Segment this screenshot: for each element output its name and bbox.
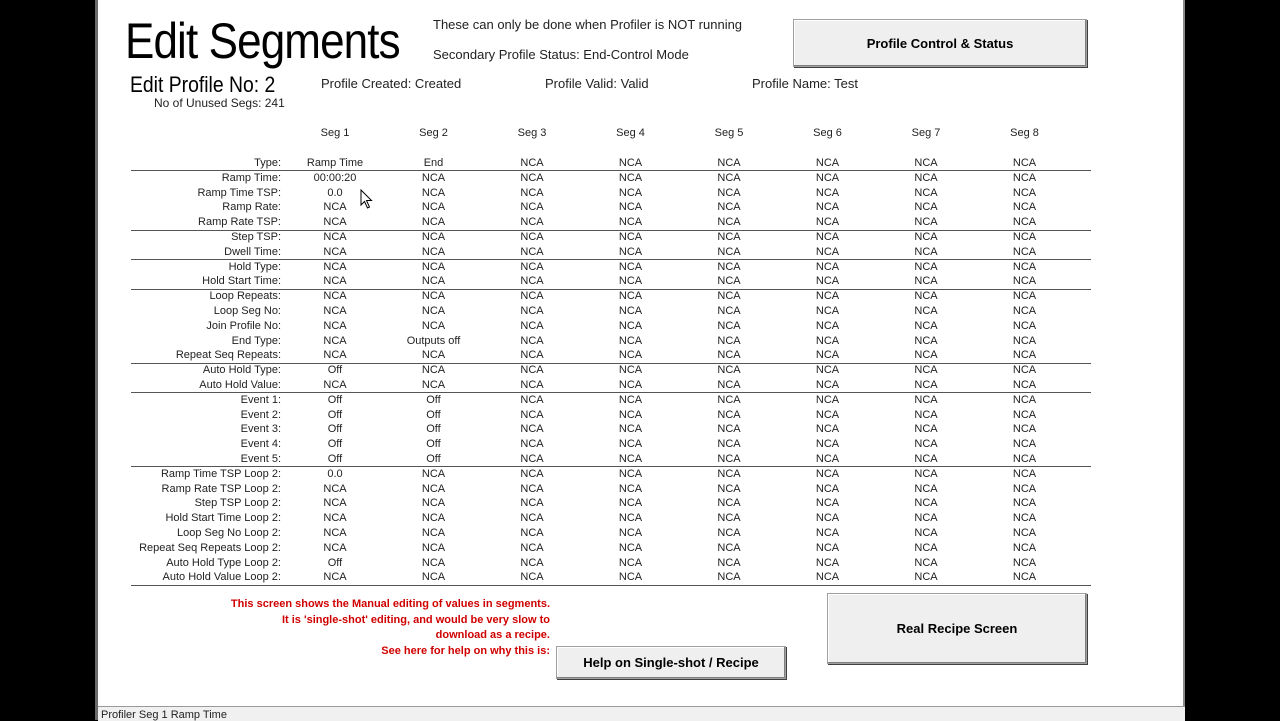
segment-value-cell[interactable]: NCA [421, 186, 446, 199]
segment-value-cell[interactable]: NCA [1012, 379, 1037, 391]
segment-value-cell[interactable]: NCA [717, 334, 741, 347]
row-label: Event 5: [240, 453, 281, 465]
segment-value-cell[interactable]: NCA [520, 364, 544, 377]
segment-value-cell[interactable]: NCA [815, 260, 840, 273]
segment-value-cell[interactable]: NCA [323, 571, 347, 584]
segment-value-cell[interactable]: NCA [618, 290, 643, 303]
help-note-line: See here for help on why this is: [381, 644, 550, 657]
segment-value-cell[interactable]: NCA [914, 393, 938, 406]
segment-value-cell[interactable]: NCA [520, 290, 544, 303]
segment-value-cell[interactable]: NCA [1012, 408, 1037, 421]
segment-value-cell[interactable]: NCA [618, 438, 643, 451]
row-label: Repeat Seq Repeats Loop 2: [139, 541, 281, 554]
segment-value-cell[interactable]: NCA [717, 571, 741, 584]
segment-value-cell[interactable]: NCA [1012, 186, 1037, 199]
row-label: Type: [254, 157, 281, 169]
segment-value-cell[interactable]: Outputs off [406, 334, 461, 347]
segment-value-cell[interactable]: 0.0 [327, 467, 343, 480]
row-label: Loop Seg No: [213, 305, 281, 317]
segment-value-cell[interactable]: NCA [1012, 393, 1037, 406]
segment-value-cell[interactable]: NCA [914, 275, 938, 288]
segment-value-cell[interactable]: NCA [717, 423, 741, 436]
segment-value-cell[interactable]: NCA [520, 319, 544, 332]
segment-value-cell[interactable]: NCA [520, 157, 544, 169]
help-note-line: This screen shows the Manual editing of values in segments. [230, 598, 550, 610]
segment-value-cell[interactable]: NCA [914, 379, 938, 391]
segment-value-cell[interactable]: NCA [717, 245, 741, 258]
segment-value-cell[interactable]: NCA [914, 260, 938, 273]
row-label: Hold Start Time: [202, 275, 281, 288]
segment-value-cell[interactable]: NCA [618, 453, 643, 465]
secondary-profile-status: Secondary Profile Status: End-Control Mode [433, 47, 689, 62]
segment-value-cell[interactable]: NCA [717, 408, 741, 421]
segment-value-cell[interactable]: NCA [618, 231, 643, 243]
segment-value-cell[interactable]: NCA [914, 319, 938, 332]
row-label: Dwell Time: [224, 245, 281, 258]
segment-value-cell[interactable]: NCA [520, 393, 544, 406]
segment-value-cell[interactable]: NCA [815, 379, 840, 391]
segment-value-cell[interactable]: NCA [421, 541, 446, 554]
row-label: Ramp Rate TSP: [198, 216, 281, 229]
segment-value-cell[interactable]: NCA [618, 186, 643, 199]
segment-value-cell[interactable]: NCA [914, 467, 938, 480]
segment-value-cell[interactable]: NCA [815, 556, 840, 569]
segment-value-cell[interactable]: NCA [618, 423, 643, 436]
segment-value-cell[interactable]: NCA [323, 216, 347, 229]
segment-value-cell[interactable]: NCA [520, 349, 544, 362]
segment-value-cell[interactable]: NCA [717, 512, 741, 525]
segment-value-cell[interactable]: NCA [914, 497, 938, 510]
segment-value-cell[interactable]: NCA [421, 231, 446, 243]
group-separator [131, 363, 1091, 364]
segment-value-cell[interactable]: NCA [717, 290, 741, 303]
row-label: Ramp Time: [221, 171, 281, 184]
segment-value-cell[interactable]: NCA [323, 305, 347, 317]
segment-value-cell[interactable]: NCA [717, 527, 741, 539]
segment-value-cell[interactable]: NCA [323, 349, 347, 362]
segment-value-cell[interactable]: NCA [618, 171, 643, 184]
segment-value-cell[interactable]: NCA [717, 305, 741, 317]
segment-value-cell[interactable]: NCA [520, 334, 544, 347]
segment-value-cell[interactable]: NCA [815, 364, 840, 377]
group-separator [131, 585, 1091, 586]
status-bar-text: Profiler Seg 1 Ramp Time [101, 709, 227, 721]
segment-value-cell[interactable]: Off [426, 453, 441, 465]
segment-value-cell[interactable]: NCA [1012, 216, 1037, 229]
help-note-line: download as a recipe. [435, 629, 550, 641]
profile-created-status: Profile Created: Created [321, 76, 462, 91]
profile-name: Profile Name: Test [752, 76, 858, 91]
segment-value-cell[interactable]: NCA [717, 275, 741, 288]
segment-value-cell[interactable]: NCA [520, 423, 544, 436]
segment-value-cell[interactable]: NCA [421, 245, 446, 258]
segment-value-cell[interactable]: Off [426, 393, 441, 406]
segment-value-cell[interactable]: NCA [1012, 319, 1037, 332]
segment-value-cell[interactable]: NCA [520, 305, 544, 317]
segment-value-cell[interactable]: NCA [717, 393, 741, 406]
segment-value-cell[interactable]: NCA [618, 216, 643, 229]
not-running-notice: These can only be done when Profiler is NOT running [433, 17, 743, 32]
segment-value-cell[interactable]: NCA [618, 408, 643, 421]
segment-value-cell[interactable]: NCA [914, 527, 938, 539]
segment-value-cell[interactable]: NCA [914, 290, 938, 303]
segment-value-cell[interactable]: NCA [1012, 453, 1037, 465]
segment-value-cell[interactable]: NCA [815, 231, 840, 243]
row-label: End Type: [231, 334, 281, 347]
segment-value-cell[interactable]: NCA [1012, 527, 1037, 539]
segment-value-cell[interactable]: NCA [815, 571, 840, 584]
segment-value-cell[interactable]: NCA [914, 216, 938, 229]
column-header-seg-5: Seg 5 [714, 127, 744, 139]
segment-value-cell[interactable]: NCA [323, 512, 347, 525]
segment-value-cell[interactable]: NCA [520, 231, 544, 243]
segment-value-cell[interactable]: NCA [815, 305, 840, 317]
segment-value-cell[interactable]: Off [327, 393, 343, 406]
segment-value-cell[interactable]: Off [327, 423, 343, 436]
segment-value-cell[interactable]: NCA [421, 349, 446, 362]
segment-value-cell[interactable]: NCA [520, 497, 544, 510]
row-label: Ramp Rate TSP Loop 2: [161, 482, 281, 495]
segment-value-cell[interactable]: NCA [618, 497, 643, 510]
segment-value-cell[interactable]: NCA [815, 467, 840, 480]
segment-value-cell[interactable]: NCA [914, 438, 938, 451]
row-label: Event 3: [240, 423, 281, 436]
status-bar [98, 706, 1185, 721]
segment-value-cell[interactable]: NCA [618, 527, 643, 539]
segment-value-cell[interactable]: NCA [815, 512, 840, 525]
segment-value-cell[interactable]: NCA [914, 541, 938, 554]
segment-value-cell[interactable]: NCA [914, 305, 938, 317]
segment-value-cell[interactable]: NCA [618, 157, 643, 169]
segment-value-cell[interactable]: NCA [914, 364, 938, 377]
segment-value-cell[interactable]: NCA [323, 260, 347, 273]
row-label: Ramp Rate: [222, 201, 281, 214]
column-header-seg-7: Seg 7 [911, 127, 941, 139]
segment-value-cell[interactable]: NCA [1012, 497, 1037, 510]
segment-value-cell[interactable]: NCA [618, 305, 643, 317]
segment-value-cell[interactable]: NCA [421, 512, 446, 525]
segment-value-cell[interactable]: NCA [815, 171, 840, 184]
help-note [228, 597, 550, 661]
segment-value-cell[interactable]: NCA [323, 201, 347, 214]
segment-value-cell[interactable]: NCA [618, 275, 643, 288]
segment-value-cell[interactable]: NCA [323, 482, 347, 495]
segment-value-cell[interactable]: NCA [914, 571, 938, 584]
row-label: Event 2: [240, 408, 281, 421]
segment-value-cell[interactable]: NCA [717, 364, 741, 377]
row-label: Ramp Time TSP Loop 2: [160, 467, 281, 480]
segment-value-cell[interactable]: NCA [520, 171, 544, 184]
group-separator [131, 466, 1091, 467]
segment-value-cell[interactable]: NCA [1012, 157, 1037, 169]
segment-value-cell[interactable]: NCA [520, 275, 544, 288]
segment-value-cell[interactable]: NCA [815, 201, 840, 214]
segment-value-cell[interactable]: NCA [618, 393, 643, 406]
edit-profile-number: Edit Profile No: 2 [130, 72, 276, 97]
segment-value-cell[interactable]: NCA [815, 349, 840, 362]
segment-value-cell[interactable]: NCA [1012, 482, 1037, 495]
segment-value-cell[interactable]: NCA [717, 157, 741, 169]
segment-value-cell[interactable]: NCA [618, 201, 643, 214]
segment-value-cell[interactable]: NCA [520, 512, 544, 525]
row-label: Event 4: [240, 438, 281, 451]
column-header-seg-6: Seg 6 [813, 127, 842, 139]
segment-value-cell[interactable]: NCA [421, 571, 446, 584]
row-label: Hold Start Time Loop 2: [165, 512, 281, 525]
row-label: Auto Hold Value: [199, 379, 281, 391]
group-separator [131, 230, 1091, 231]
segment-value-cell[interactable]: NCA [520, 467, 544, 480]
segment-value-cell[interactable]: NCA [1012, 290, 1037, 303]
row-label: Step TSP Loop 2: [194, 497, 281, 510]
segment-value-cell[interactable]: NCA [520, 408, 544, 421]
segment-value-cell[interactable]: NCA [1012, 364, 1037, 377]
segment-value-cell[interactable]: Off [327, 438, 343, 451]
segment-value-cell[interactable]: NCA [815, 527, 840, 539]
segment-value-cell[interactable]: NCA [914, 556, 938, 569]
segment-value-cell[interactable]: NCA [1012, 334, 1037, 347]
segment-value-cell[interactable]: NCA [421, 216, 446, 229]
group-separator [131, 392, 1091, 393]
segment-value-cell[interactable]: NCA [520, 438, 544, 451]
segment-value-cell[interactable]: NCA [717, 171, 741, 184]
segment-value-cell[interactable]: NCA [1012, 512, 1037, 525]
segment-value-cell[interactable]: NCA [914, 349, 938, 362]
segment-value-cell[interactable]: Off [327, 556, 343, 569]
segment-value-cell[interactable]: NCA [815, 245, 840, 258]
segment-value-cell[interactable]: NCA [520, 201, 544, 214]
column-header-seg-1: Seg 1 [320, 127, 350, 139]
help-note-line: It is 'single-shot' editing, and would be very slow to [281, 613, 550, 626]
segment-value-cell[interactable]: NCA [815, 290, 840, 303]
row-label: Step TSP: [231, 231, 281, 243]
segment-value-cell[interactable]: NCA [717, 319, 741, 332]
segment-value-cell[interactable]: NCA [323, 275, 347, 288]
segment-value-cell[interactable]: NCA [815, 275, 840, 288]
group-separator [131, 170, 1091, 171]
segment-value-cell[interactable]: NCA [421, 556, 446, 569]
segment-value-cell[interactable]: NCA [618, 467, 643, 480]
segment-value-cell[interactable]: NCA [618, 571, 643, 584]
column-header-seg-3: Seg 3 [517, 127, 547, 139]
column-header-seg-4: Seg 4 [616, 127, 645, 139]
segment-value-cell[interactable]: NCA [914, 423, 938, 436]
segment-value-cell[interactable]: NCA [717, 186, 741, 199]
segment-value-cell[interactable]: NCA [914, 408, 938, 421]
segment-value-cell[interactable]: NCA [421, 290, 446, 303]
row-label: Join Profile No: [206, 319, 281, 332]
segment-value-cell[interactable]: NCA [815, 408, 840, 421]
segment-value-cell[interactable]: NCA [421, 201, 446, 214]
segment-value-cell[interactable]: NCA [618, 260, 643, 273]
segment-value-cell[interactable]: NCA [914, 245, 938, 258]
segment-value-cell[interactable]: NCA [1012, 260, 1037, 273]
segment-value-cell[interactable]: NCA [815, 541, 840, 554]
segment-value-cell[interactable]: NCA [323, 290, 347, 303]
segment-value-cell[interactable]: NCA [1012, 556, 1037, 569]
segment-value-cell[interactable]: NCA [914, 201, 938, 214]
segment-value-cell[interactable]: NCA [1012, 349, 1037, 362]
page-title: Edit Segments [125, 13, 400, 69]
segment-value-cell[interactable]: NCA [815, 186, 840, 199]
segment-value-cell[interactable]: NCA [1012, 541, 1037, 554]
row-label: Auto Hold Type: [202, 364, 281, 377]
segment-value-cell[interactable]: NCA [815, 482, 840, 495]
segment-value-cell[interactable]: NCA [815, 393, 840, 406]
segment-value-cell[interactable]: NCA [421, 527, 446, 539]
segment-value-cell[interactable]: NCA [815, 497, 840, 510]
segment-value-cell[interactable]: NCA [1012, 245, 1037, 258]
segment-value-cell[interactable]: NCA [323, 497, 347, 510]
column-header-seg-2: Seg 2 [419, 127, 448, 139]
segment-value-cell[interactable]: NCA [815, 453, 840, 465]
row-label: Event 1: [240, 393, 281, 406]
segment-value-cell[interactable]: NCA [520, 260, 544, 273]
segment-value-cell[interactable]: NCA [815, 334, 840, 347]
segment-value-cell[interactable]: NCA [914, 512, 938, 525]
segment-value-cell[interactable]: NCA [421, 482, 446, 495]
segment-value-cell[interactable]: NCA [717, 260, 741, 273]
segment-value-cell[interactable]: Ramp Time [306, 157, 364, 169]
segment-value-cell[interactable]: Off [327, 408, 343, 421]
segment-value-cell[interactable]: End [423, 157, 444, 169]
segment-value-cell[interactable]: NCA [618, 512, 643, 525]
segment-value-cell[interactable]: NCA [914, 171, 938, 184]
segment-value-cell[interactable]: NCA [520, 379, 544, 391]
segment-value-cell[interactable]: NCA [323, 245, 347, 258]
row-label: Loop Seg No Loop 2: [177, 527, 281, 539]
segment-value-cell[interactable]: NCA [815, 438, 840, 451]
segment-value-cell[interactable]: Off [426, 423, 441, 436]
edit-segments-screen [95, 0, 1185, 720]
segment-value-cell[interactable]: NCA [421, 467, 446, 480]
segment-value-cell[interactable]: NCA [717, 497, 741, 510]
segment-value-cell[interactable]: NCA [1012, 467, 1037, 480]
segment-value-cell[interactable]: NCA [914, 334, 938, 347]
segment-value-cell[interactable]: NCA [421, 379, 446, 391]
segment-value-cell[interactable]: NCA [421, 275, 446, 288]
group-separator [131, 259, 1091, 260]
row-label: Repeat Seq Repeats: [175, 349, 281, 362]
segment-value-cell[interactable]: NCA [520, 556, 544, 569]
segment-value-cell[interactable]: NCA [520, 571, 544, 584]
segment-value-cell[interactable]: NCA [914, 453, 938, 465]
segment-value-cell[interactable]: Off [327, 453, 343, 465]
segment-value-cell[interactable]: NCA [618, 541, 643, 554]
segment-value-cell[interactable]: NCA [717, 467, 741, 480]
segment-value-cell[interactable]: NCA [717, 201, 741, 214]
segment-value-cell[interactable]: NCA [618, 379, 643, 391]
segment-value-cell[interactable]: NCA [717, 482, 741, 495]
row-label: Auto Hold Type Loop 2: [166, 556, 281, 569]
segment-value-cell[interactable]: NCA [421, 319, 446, 332]
segment-value-cell[interactable]: NCA [421, 497, 446, 510]
segment-value-cell[interactable]: NCA [421, 260, 446, 273]
segment-value-cell[interactable]: NCA [717, 541, 741, 554]
segment-value-cell[interactable]: NCA [618, 349, 643, 362]
row-label: Loop Repeats: [209, 290, 281, 303]
segment-value-cell[interactable]: NCA [618, 319, 643, 332]
segment-value-cell[interactable]: NCA [323, 231, 347, 243]
mouse-cursor-icon [360, 189, 374, 209]
segment-value-cell[interactable]: NCA [618, 364, 643, 377]
segment-value-cell[interactable]: NCA [421, 171, 446, 184]
segment-value-cell[interactable]: NCA [815, 157, 840, 169]
segment-value-cell[interactable]: NCA [520, 527, 544, 539]
segment-value-cell[interactable]: NCA [520, 186, 544, 199]
segment-value-cell[interactable]: NCA [1012, 438, 1037, 451]
segment-value-cell[interactable]: NCA [717, 556, 741, 569]
segment-value-cell[interactable]: NCA [323, 541, 347, 554]
segment-value-cell[interactable]: NCA [717, 231, 741, 243]
segment-value-cell[interactable]: NCA [815, 216, 840, 229]
segment-value-cell[interactable]: NCA [618, 482, 643, 495]
segment-value-cell[interactable]: NCA [520, 453, 544, 465]
segment-value-cell[interactable]: NCA [323, 334, 347, 347]
segment-value-cell[interactable]: NCA [914, 157, 938, 169]
segment-value-cell[interactable]: NCA [717, 216, 741, 229]
segment-value-cell[interactable]: NCA [520, 216, 544, 229]
segment-value-cell[interactable]: NCA [914, 482, 938, 495]
segment-value-cell[interactable]: Off [426, 438, 441, 451]
row-label: Auto Hold Value Loop 2: [162, 571, 281, 584]
segment-value-cell[interactable]: NCA [717, 453, 741, 465]
segment-value-cell[interactable]: NCA [717, 438, 741, 451]
segment-value-cell[interactable]: NCA [520, 541, 544, 554]
help-single-shot-recipe-button[interactable]: Help on Single-shot / Recipe [556, 646, 786, 679]
segment-value-cell[interactable]: NCA [717, 349, 741, 362]
segment-value-cell[interactable]: NCA [1012, 423, 1037, 436]
segment-value-cell[interactable]: NCA [1012, 275, 1037, 288]
segment-value-cell[interactable]: 0.0 [327, 186, 343, 199]
segment-value-cell[interactable]: NCA [421, 364, 446, 377]
segment-value-cell[interactable]: NCA [815, 319, 840, 332]
segment-value-cell[interactable]: NCA [520, 482, 544, 495]
segment-value-cell[interactable]: NCA [1012, 571, 1037, 584]
column-header-seg-8: Seg 8 [1010, 127, 1039, 139]
segment-value-cell[interactable]: NCA [914, 186, 938, 199]
profile-valid-status: Profile Valid: Valid [545, 76, 649, 91]
group-separator [131, 289, 1091, 290]
segment-value-cell[interactable]: NCA [1012, 231, 1037, 243]
segment-value-cell[interactable]: NCA [1012, 201, 1037, 214]
segment-value-cell[interactable]: Off [426, 408, 441, 421]
segment-value-cell[interactable]: Off [327, 364, 343, 377]
row-label: Ramp Time TSP: [197, 186, 281, 199]
segment-value-cell[interactable]: NCA [421, 305, 446, 317]
segment-value-cell[interactable]: NCA [717, 379, 741, 391]
unused-segments-count: No of Unused Segs: 241 [154, 96, 285, 110]
segment-value-cell[interactable]: NCA [618, 245, 643, 258]
row-label: Hold Type: [228, 260, 281, 273]
segment-value-cell[interactable]: NCA [1012, 305, 1037, 317]
segment-value-cell[interactable]: NCA [323, 379, 347, 391]
real-recipe-screen-button[interactable]: Real Recipe Screen [827, 593, 1087, 664]
segment-value-cell[interactable]: NCA [323, 319, 347, 332]
segment-value-cell[interactable]: NCA [520, 245, 544, 258]
segment-value-cell[interactable]: NCA [815, 423, 840, 436]
segment-value-cell[interactable]: NCA [1012, 171, 1037, 184]
segment-value-cell[interactable]: NCA [914, 231, 938, 243]
segment-value-cell[interactable]: 00:00:20 [313, 171, 357, 184]
segment-value-cell[interactable]: NCA [618, 334, 643, 347]
segment-value-cell[interactable]: NCA [618, 556, 643, 569]
profile-control-status-button[interactable]: Profile Control & Status [793, 19, 1087, 67]
segment-value-cell[interactable]: NCA [323, 527, 347, 539]
